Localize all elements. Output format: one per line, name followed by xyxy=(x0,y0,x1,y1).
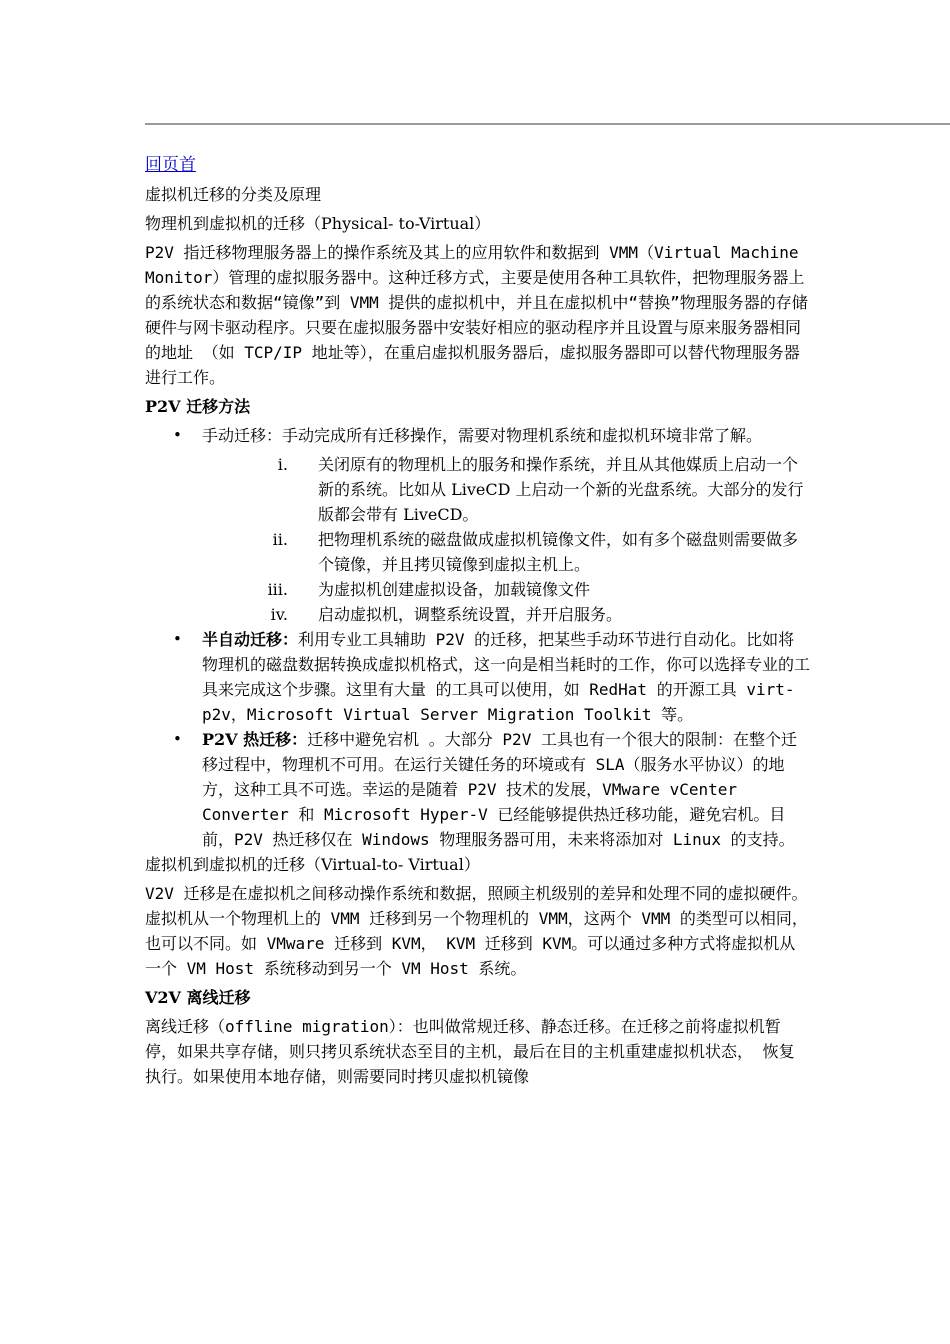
step-text: 为虚拟机创建虚拟设备，加载镜像文件 xyxy=(318,580,591,599)
step-text: 把物理机系统的磁盘做成虚拟机镜像文件，如有多个磁盘则需要做多个镜像，并且拷贝镜像到虚拟主机上。 xyxy=(318,530,799,574)
section-title: 虚拟机迁移的分类及原理 xyxy=(145,185,322,204)
method-text: 手动迁移：手动完成所有迁移操作，需要对物理机系统和虚拟机环境非常了解。 xyxy=(202,426,763,445)
list-item-hot-migration xyxy=(145,727,810,852)
step-number: iv. xyxy=(270,605,288,624)
v2v-description: V2V 迁移是在虚拟机之间移动操作系统和数据，照顾主机级别的差异和处理不同的虚拟硬件。虚拟机从一个物理机上的 VMM 迁移到另一个物理机的 VMM，这两个 VMM 的类型可以相同，也可以不同。如 VMware 迁移到 KVM， KVM 迁移到 KVM。可以通过多种方式将虚拟机从一个 VM Host 系统移动到另一个 VM Host 系统。 xyxy=(145,884,808,978)
document-body xyxy=(145,152,810,1093)
list-item-manual xyxy=(145,423,810,627)
v2v-offline-heading: V2V 离线迁移 xyxy=(145,988,251,1007)
top-divider xyxy=(145,123,950,125)
bullet-icon: • xyxy=(173,630,182,648)
bullet-icon: • xyxy=(173,426,182,444)
method-label: 半自动迁移： xyxy=(202,630,299,649)
p2v-methods-list xyxy=(145,423,810,852)
step-number: iii. xyxy=(267,580,288,599)
method-text: 迁移中避免宕机 。大部分 P2V 工具也有一个很大的限制：在整个迁移过程中，物理机不可用。在运行关键任务的环境或有 SLA（服务水平协议）的地方，这种工具不可选。幸运的是随着 P2V 技术的发展，VMware vCenter Converter 和 Microsoft Hyper-V 已经能够提供热迁移功能，避免宕机。目前，P2V 热迁移仅在 Windows 物理服务器可用，未来将添加对 Linux 的支持。 xyxy=(202,730,797,849)
list-item-semi-auto xyxy=(145,627,810,727)
bullet-icon: • xyxy=(173,730,182,748)
v2v-title: 虚拟机到虚拟机的迁移（Virtual-to- Virtual） xyxy=(145,855,480,874)
step-number: ii. xyxy=(272,530,288,549)
method-label: P2V 热迁移： xyxy=(202,730,308,749)
v2v-offline-description: 离线迁移（offline migration）：也叫做常规迁移、静态迁移。在迁移之前将虚拟机暂停，如果共享存储，则只拷贝系统状态至目的主机，最后在目的主机重建虚拟机状态， 恢复执行。如果使用本地存储，则需要同时拷贝虚拟机镜像 xyxy=(145,1017,795,1086)
back-to-top-link[interactable]: 回页首 xyxy=(145,155,196,175)
step-item xyxy=(202,527,810,577)
step-item xyxy=(202,577,810,602)
p2v-title: 物理机到虚拟机的迁移（Physical- to-Virtual） xyxy=(145,214,491,233)
p2v-description: P2V 指迁移物理服务器上的操作系统及其上的应用软件和数据到 VMM（Virtual Machine Monitor）管理的虚拟服务器中。这种迁移方式，主要是使用各种工具软件，把物理服务器上的系统状态和数据“镜像”到 VMM 提供的虚拟机中，并且在虚拟机中“替换”物理服务器的存储硬件与网卡驱动程序。只要在虚拟服务器中安装好相应的驱动程序并且设置与原来服务器相同的地址 （如 TCP/IP 地址等），在重启虚拟机服务器后，虚拟服务器即可以替代物理服务器进行工作。 xyxy=(145,243,808,387)
step-item xyxy=(202,602,810,627)
step-text: 关闭原有的物理机上的服务和操作系统，并且从其他媒质上启动一个新的系统。比如从 LiveCD 上启动一个新的光盘系统。大部分的发行版都会带有 LiveCD。 xyxy=(318,455,804,524)
manual-steps-list xyxy=(202,452,810,627)
step-text: 启动虚拟机，调整系统设置，并开启服务。 xyxy=(318,605,623,624)
step-item xyxy=(202,452,810,527)
p2v-methods-heading: P2V 迁移方法 xyxy=(145,397,251,416)
method-text: 利用专业工具辅助 P2V 的迁移，把某些手动环节进行自动化。比如将物理机的磁盘数据转换成虚拟机格式，这一向是相当耗时的工作，你可以选择专业的工具来完成这个步骤。这里有大量 的工具可以使用，如 RedHat 的开源工具 virt-p2v，Microsoft Virtual Server Migration Toolkit 等。 xyxy=(202,630,811,724)
step-number: i. xyxy=(277,455,288,474)
